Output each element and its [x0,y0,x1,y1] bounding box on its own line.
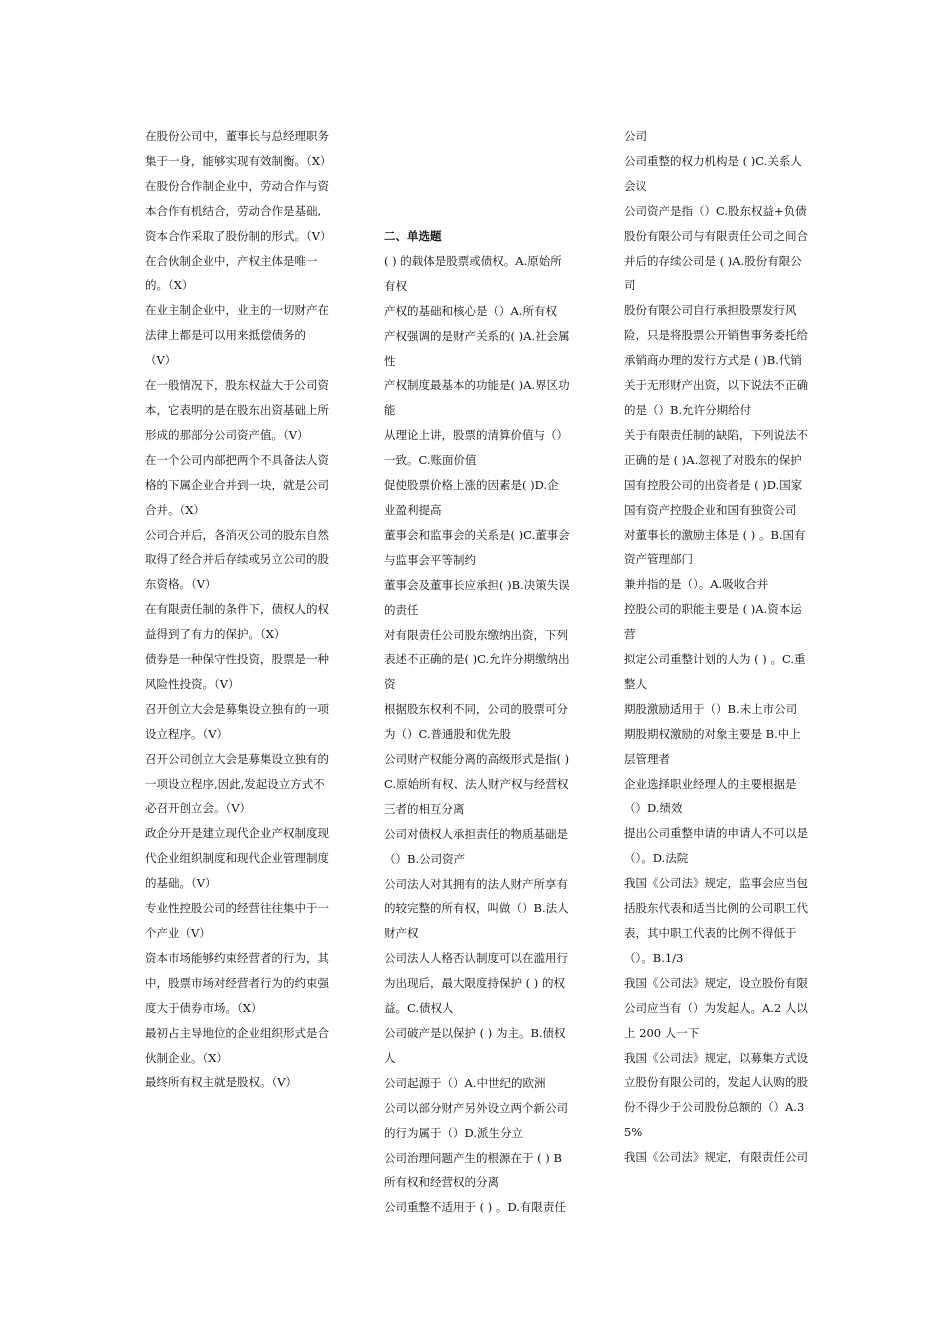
paragraph: 公司治理问题产生的根源在于 ( ) B所有权和经营权的分离 [384,1150,562,1190]
paragraph: 公司起源于（）A.中世纪的欧洲 [384,1075,546,1090]
paragraph: 产权制度最基本的功能是( )A.界区功能 [384,378,570,418]
paragraph: 控股公司的职能主要是 ( )A.资本运营 [624,602,802,642]
paragraph: 企业选择职业经理人的主要根据是（）D.绩效 [624,776,797,816]
paragraph: 根据股东权利不同，公司的股票可分为（）C.普通股和优先股 [384,702,568,742]
paragraph: 最终所有权主就是股权。（V） [145,1075,298,1090]
paragraph: 股份有限公司自行承担股票发行风险，只是将股票公开销售事务委托给承销商办理的发行方式是 ( )B.代销 [624,303,808,368]
paragraph: 关于有限责任制的缺陷，下列说法不正确的是 ( )A.忽视了对股东的保护 [624,427,808,467]
paragraph: 兼并指的是（）。A.吸收合并 [624,577,769,592]
paragraph: 在股份公司中，董事长与总经理职务集于一身，能够实现有效制衡。（X） [145,129,332,168]
paragraph: 公司重整的权力机构是 ( )C.关系人会议 [624,153,802,193]
paragraph: 债券是一种保守性投资，股票是一种风险性投资。（V） [145,652,329,691]
paragraph: 期股激励适用于（）B.未上市公司 [624,701,798,716]
paragraph: 专业性控股公司的经营往往集中于一个产业（V） [145,901,329,940]
paragraph: 公司破产是以保护 ( ) 为主。B.债权人 [384,1026,566,1065]
paragraph: 公司财产权能分离的高级形式是指( )C.原始所有权、法人财产权与经营权三者的相互分离 [384,752,570,816]
paragraph: 公司法人对其拥有的法人财产所享有的较完整的所有权，叫做（）B.法人财产权 [384,876,569,941]
paragraph: 股份有限公司与有限责任公司之间合并后的存续公司是 ( )A.股份有限公司 [624,228,808,293]
paragraph: 最初占主导地位的企业组织形式是合伙制企业。（X） [145,1025,329,1065]
paragraph: 在业主制企业中，业主的一切财产在法律上都是可以用来抵偿债务的（V） [145,303,329,368]
paragraph: 董事会及董事长应承担( )B.决策失误的责任 [384,577,570,617]
paragraph: 促使股票价格上涨的因素是( )D.企业盈利提高 [384,478,559,517]
paragraph: 在有限责任制的条件下，债权人的权益得到了有力的保护。（X） [145,602,329,642]
paragraph: 公司 [624,129,647,143]
paragraph: 国有控股公司的出资者是 ( )D.国家国有资产控股企业和国有独资公司 [624,477,803,517]
paragraph: 期股期权激励的对象主要是 B.中上层管理者 [624,726,801,766]
paragraph: 公司重整不适用于 ( ) 。D.有限责任 [384,1200,566,1215]
paragraph: 从理论上讲，股票的清算价值与（）一致。C.账面价值 [384,428,568,468]
paragraph: 公司法人人格否认制度可以在滥用行为出现后，最大限度持保护 ( ) 的权益。C.债权人 [384,951,568,1016]
paragraph: 资本市场能够约束经营者的行为，其中，股票市场对经营者行为的约束强度大于债券市场。（X） [145,950,329,1015]
paragraph: 公司对债权人承担责任的物质基础是（）B.公司资产 [384,826,568,866]
paragraph: 召开公司创立大会是募集设立独有的一项设立程序,因此,发起设立方式不必召开创立会。（V） [145,751,329,816]
left-column [145,124,331,1095]
paragraph: 在一般情况下，股东权益大于公司资本，它表明的是在股东出资基础上所形成的那部分公司资产值。（V） [145,378,329,442]
paragraph: 对有限责任公司股东缴纳出资，下列表述不正确的是( )C.允许分期缴纳出资 [384,627,570,692]
middle-column [384,224,570,1220]
paragraph: 董事会和监事会的关系是( )C.董事会与监事会平等制约 [384,527,570,567]
paragraph: 在一个公司内部把两个不具备法人资格的下属企业合并到一块，就是公司合并。（X） [145,452,329,517]
paragraph: 产权的基础和核心是（）A.所有权 [384,303,557,318]
paragraph: 在股份合作制企业中，劳动合作与资本合作有机结合，劳动合作是基础,资本合作采取了股份制的形式。（V） [145,178,332,243]
paragraph: 关于无形财产出资，以下说法不正确的是（）B.允许分期给付 [624,378,808,417]
paragraph: 政企分开是建立现代企业产权制度现代企业组织制度和现代企业管理制度的基础。（V） [145,826,329,891]
paragraph: 公司资产是指（）C.股东权益+负债 [624,203,807,218]
paragraph: 我国《公司法》规定，监事会应当包括股东代表和适当比例的公司职工代表，其中职工代表的比例不得低于（）。B.1/3 [624,876,808,965]
right-column [624,124,810,1170]
paragraph: 我国《公司法》规定，设立股份有限公司应当有（）为发起人。A.2 人以上 200 人一下 [624,975,808,1040]
paragraph: 对董事长的激励主体是 ( ) 。B.国有资产管理部门 [624,527,806,567]
paragraph: 拟定公司重整计划的人为 ( ) 。C.重整人 [624,652,806,691]
paragraph: 我国《公司法》规定，以募集方式设立股份有限公司的，发起人认购的股份不得少于公司股份总额的（）A.35% [624,1050,808,1140]
paragraph: 公司以部分财产另外设立两个新公司的行为属于（）D.派生分立 [384,1100,568,1140]
paragraph: 我国《公司法》规定，有限责任公司 [624,1150,808,1165]
paragraph: 产权强调的是财产关系的( )A.社会属性 [384,328,570,368]
paragraph: ( ) 的载体是股票或债权。A.原始所有权 [384,253,562,293]
paragraph: 召开创立大会是募集设立独有的一项设立程序。（V） [145,701,329,741]
paragraph: 公司合并后，各消灭公司的股东自然取得了经合并后存续或另立公司的股东资格。（V） [145,527,329,592]
paragraph: 在合伙制企业中，产权主体是唯一的。（X） [145,253,318,293]
section-heading: 二、单选题 [384,229,442,243]
paragraph: 提出公司重整申请的申请人不可以是（）。D.法院 [624,826,808,866]
